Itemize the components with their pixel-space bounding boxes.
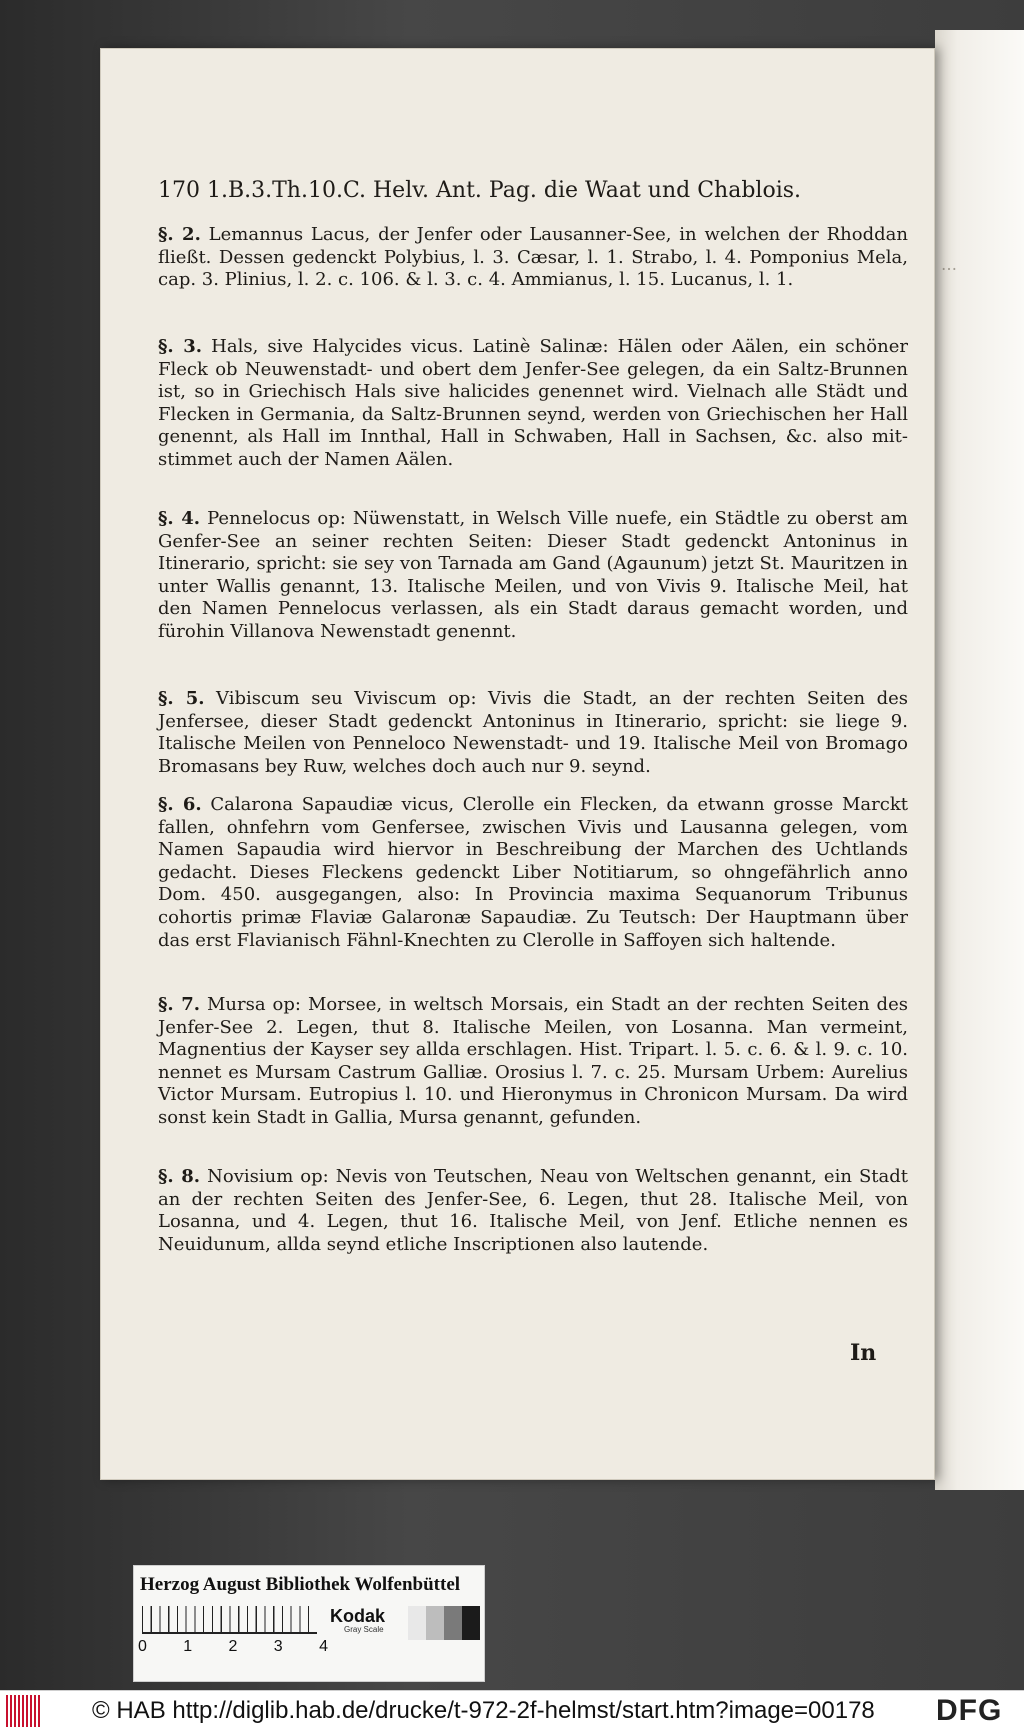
section-number: §. 7. <box>158 994 200 1015</box>
kodak-subtitle: Gray Scale <box>344 1625 384 1634</box>
ruler-number: 2 <box>228 1638 238 1655</box>
ruler-number: 1 <box>183 1638 193 1655</box>
catchword: In <box>850 1340 877 1366</box>
section-text: Vibiscum seu Viviscum op: Vivis die Stadt, an der rechten Seiten des Jenfersee, dieser Stadt gedenckt Antoninus in Itinerario, spricht: sie liege 9. Italische Meilen von Penneloco Newenstadt- und 19. Italische Meil von Bromago Bromasans bey Ruw, welches doch auch nur 9. seynd. <box>158 688 908 777</box>
hab-logo-icon <box>6 1695 42 1727</box>
section-number: §. 2. <box>158 224 201 245</box>
section-number: §. 8. <box>158 1166 201 1187</box>
section-number: §. 4. <box>158 508 201 529</box>
paragraph-7 <box>158 994 908 1130</box>
section-text: Pennelocus op: Nüwenstatt, in Welsch Ville nuefe, ein Städtle zu oberst am Genfer-See an seiner rechten Seiten: Dieser Stadt gedenckt Antoninus in Itinerario, spricht: sie sey von Tarnada am Gand (Agaunum) jetzt St. Mauritzen in unter Wallis genannt, 13. Italische Meilen, und von Vivis 9. Italische Meil, hat den Namen Pennelocus verlassen, als ein Stadt daraus gemacht worden, und fürohin Villanova Newenstadt genennt. <box>158 508 908 642</box>
copyright-url[interactable]: © HAB http://diglib.hab.de/drucke/t-972-2f-helmst/start.htm?image=00178 <box>92 1697 875 1724</box>
kodak-label <box>330 1606 402 1640</box>
page-header: 170 1.B.3.Th.10.C. Helv. Ant. Pag. die Waat und Chablois. <box>158 178 802 203</box>
ruler-number: 3 <box>273 1638 283 1655</box>
section-text: Lemannus Lacus, der Jenfer oder Lausanner-See, in welchen der Rhoddan fließt. Dessen gedenckt Polybius, l. 3. Cæsar, l. 1. Strabo, l. 4. Pomponius Mela, cap. 3. Plinius, l. 2. c. 106. & l. 3. c. 4. Ammianus, l. 15. Lucanus, l. 1. <box>158 224 908 291</box>
paragraph-5 <box>158 688 908 778</box>
library-colour-card <box>133 1565 485 1682</box>
ruler-number: 4 <box>319 1638 328 1655</box>
section-number: §. 3. <box>158 336 203 357</box>
gray-scale-strip <box>408 1606 480 1640</box>
paragraph-8 <box>158 1166 908 1256</box>
kodak-brand: Kodak <box>330 1606 386 1626</box>
section-number: §. 6. <box>158 794 202 815</box>
facing-page-edge <box>935 30 1024 1490</box>
ruler-numbers <box>138 1638 328 1656</box>
section-number: §. 5. <box>158 688 205 709</box>
dfg-logo: DFG <box>936 1694 1003 1727</box>
section-text: Hals, sive Halycides vicus. Latinè Salinæ: Hälen oder Aälen, ein schöner Fleck ob Neuwenstadt- und obert dem Jenfer-See gelegen, da ein Saltz-Brunnen ist, so in Griechisch Hals sive halicides genennet wird. Vielnach alle Städt und Flecken in Germania, da Saltz-Brunnen seynd, werden von Griechischen her Hall genennt, als Hall im Innthal, Hall in Schwaben, Hall in Sachsen, &c. also mit-stimmet auch der Namen Aälen. <box>158 336 908 470</box>
paragraph-6 <box>158 794 908 952</box>
footer-bar <box>0 1690 1024 1731</box>
ghost-text: … <box>941 255 957 274</box>
section-text: Mursa op: Morsee, in weltsch Morsais, ein Stadt an der rechten Seiten des Jenfer-See 2. Legen, thut 8. Italische Meilen, von Losanna. Man vermeint, Magnentius der Kayser sey allda erschlagen. Hist. Tripart. l. 5. c. 6. & l. 9. c. 10. nennet es Mursam Castrum Galliæ. Orosius l. 7. c. 25. Mursam Urbem: Aurelius Victor Mursam. Eutropius l. 10. und Hieronymus in Chronicon Mursam. Da wird sonst kein Stadt in Gallia, Mursa genannt, gefunden. <box>158 994 908 1128</box>
library-name: Herzog August Bibliothek Wolfenbüttel <box>140 1574 461 1595</box>
paragraph-2 <box>158 224 908 292</box>
paragraph-3 <box>158 336 908 472</box>
paragraph-4 <box>158 508 908 644</box>
section-text: Novisium op: Nevis von Teutschen, Neau von Weltschen genannt, ein Stadt an der rechten Seiten des Jenfer-See, 6. Legen, thut 28. Italische Meil, von Losanna, und 4. Legen, thut 16. Italische Meil, von Jenf. Etliche nennen es Neuidunum, allda seynd etliche Inscriptionen also lautende. <box>158 1166 908 1255</box>
ruler-number: 0 <box>138 1638 147 1655</box>
scale-ruler <box>142 1606 317 1634</box>
section-text: Calarona Sapaudiæ vicus, Clerolle ein Flecken, da etwann grosse Marckt fallen, ohnfehrn vom Genfersee, zwischen Vivis und Lausanna gelegen, vom Namen Sapaudia wird hiervor in Beschreibung der Marchen des Uchtlands gedacht. Dieses Fleckens gedenckt Liber Notitiarum, so ohngefährlich anno Dom. 450. ausgegangen, also: In Provincia maxima Sequanorum Tribunus cohortis primæ Flaviæ Galaronæ Sapaudiæ. Zu Teutsch: Der Hauptmann über das erst Flavianisch Fähnl-Knechten zu Clerolle in Saffoyen sich haltende. <box>158 794 908 951</box>
